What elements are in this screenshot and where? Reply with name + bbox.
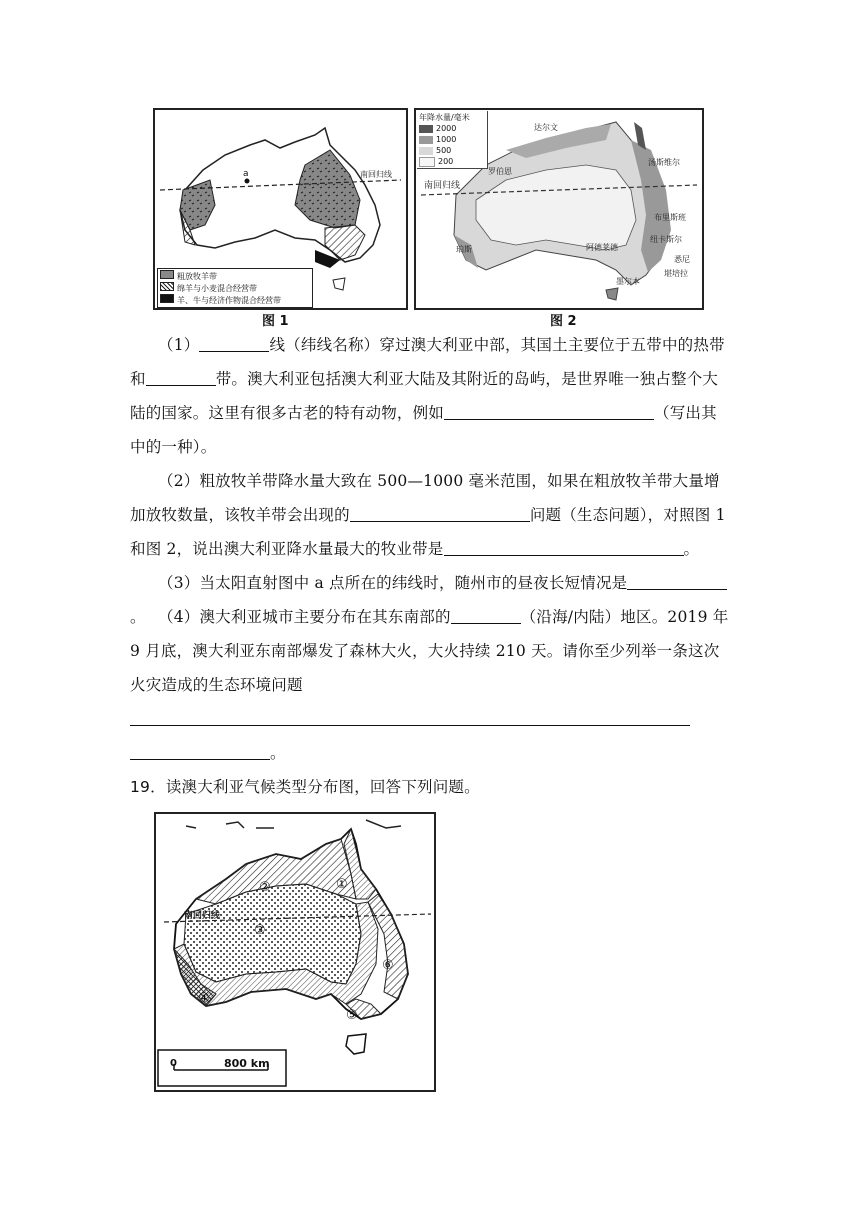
- region-label-1: ①: [336, 877, 348, 892]
- blank-zone[interactable]: [146, 369, 216, 386]
- blank-coastal[interactable]: [451, 607, 521, 624]
- coast-islands: [186, 820, 401, 828]
- legend-title: 年降水量/毫米: [419, 113, 470, 122]
- city-roebourne: 罗伯恩: [488, 167, 512, 176]
- tropic-label-3: 南回归线: [184, 911, 221, 921]
- figure-2-map: [414, 108, 704, 310]
- city-newcastle: 纽卡斯尔: [650, 235, 682, 244]
- blank-daylength[interactable]: [627, 573, 727, 590]
- legend-item-grazing: 粗放牧羊带: [160, 270, 310, 282]
- figure-1-map: [153, 108, 408, 310]
- city-brisbane: 布里斯班: [654, 213, 686, 222]
- city-darwin: 达尔文: [534, 123, 558, 132]
- q18-part-1: （1） 线（纬线名称）穿过澳大利亚中部，其国土主要位于五带中的热带和 带。澳大利亚包括澳大利亚大陆及其附近的岛屿，是世界唯一独占整个大陆的国家。这里有很多古老的特有动物，例如 （写出其中的一种）。: [130, 336, 725, 456]
- tropic-label-2: 南回归线: [424, 181, 461, 191]
- blank-eco-problem[interactable]: [350, 505, 530, 522]
- tasmania-2: [606, 288, 618, 300]
- point-a: [245, 179, 250, 184]
- climate-map-svg: [156, 814, 434, 1090]
- q19-text: 读澳大利亚气候类型分布图，回答下列问题。: [165, 778, 480, 796]
- q18-part-3: （3）当太阳直射图中 a 点所在的纬线时，随州市的昼夜长短情况是。: [130, 566, 730, 634]
- scale-label: 800 km: [224, 1057, 270, 1070]
- region-label-5: ⑤: [346, 1008, 358, 1023]
- q18-part-4: （4）澳大利亚城市主要分布在其东南部的 （沿海/内陆）地区。2019 年 9 月底，澳大利亚东南部爆发了森林大火，大火持续 210 天。请你至少列举一条这次火灾造成的生态环境问题。: [130, 608, 729, 762]
- scale-zero: 0: [170, 1058, 177, 1069]
- region-label-4: ④: [198, 991, 210, 1006]
- blank-fire-issue-cont[interactable]: [130, 743, 270, 760]
- region-label-3: ③: [254, 923, 266, 938]
- figure-2-legend: [417, 111, 488, 169]
- region-label-2: ②: [259, 880, 271, 895]
- city-melbourne: 墨尔本: [616, 277, 640, 286]
- legend-500: 500: [419, 145, 485, 156]
- climate-map: [154, 812, 436, 1092]
- figure-2-caption: 图 2: [550, 314, 577, 329]
- blank-fire-issue[interactable]: [130, 709, 690, 726]
- q18-part-2: （2）粗放牧羊带降水量大致在 500—1000 毫米范围，如果在粗放牧羊带大量增加放牧数量，该牧羊带会出现的 问题（生态问题），对照图 1 和图 2，说出澳大利亚降水量最大的牧业带是 。: [130, 472, 726, 558]
- city-canberra: 堪培拉: [664, 269, 688, 278]
- point-a-label: a: [243, 169, 249, 179]
- blank-animal[interactable]: [444, 403, 654, 420]
- blank-belt[interactable]: [444, 539, 684, 556]
- figure-1-legend: [157, 268, 313, 308]
- legend-200: 200: [419, 156, 485, 167]
- q19-number: 19．: [130, 778, 166, 796]
- legend-2000: 2000: [419, 123, 485, 134]
- figure-1-caption: 图 1: [262, 314, 289, 329]
- tropic-label: 南回归线: [360, 170, 392, 179]
- tasmania-3: [346, 1034, 366, 1054]
- blank-latitude[interactable]: [199, 335, 269, 352]
- city-adelaide: 阿德莱德: [586, 243, 618, 252]
- q19-prompt: [130, 770, 730, 804]
- region-label-6: ⑥: [382, 958, 394, 973]
- tasmania: [333, 278, 345, 290]
- legend-item-wheat: 绵羊与小麦混合经营带: [160, 282, 310, 294]
- legend-item-cash-crop: 羊、牛与经济作物混合经营带: [160, 294, 310, 306]
- city-perth: 珀斯: [456, 245, 472, 254]
- city-sydney: 悉尼: [674, 255, 690, 264]
- city-townsville: 汤斯维尔: [648, 158, 680, 167]
- legend-1000: 1000: [419, 134, 485, 145]
